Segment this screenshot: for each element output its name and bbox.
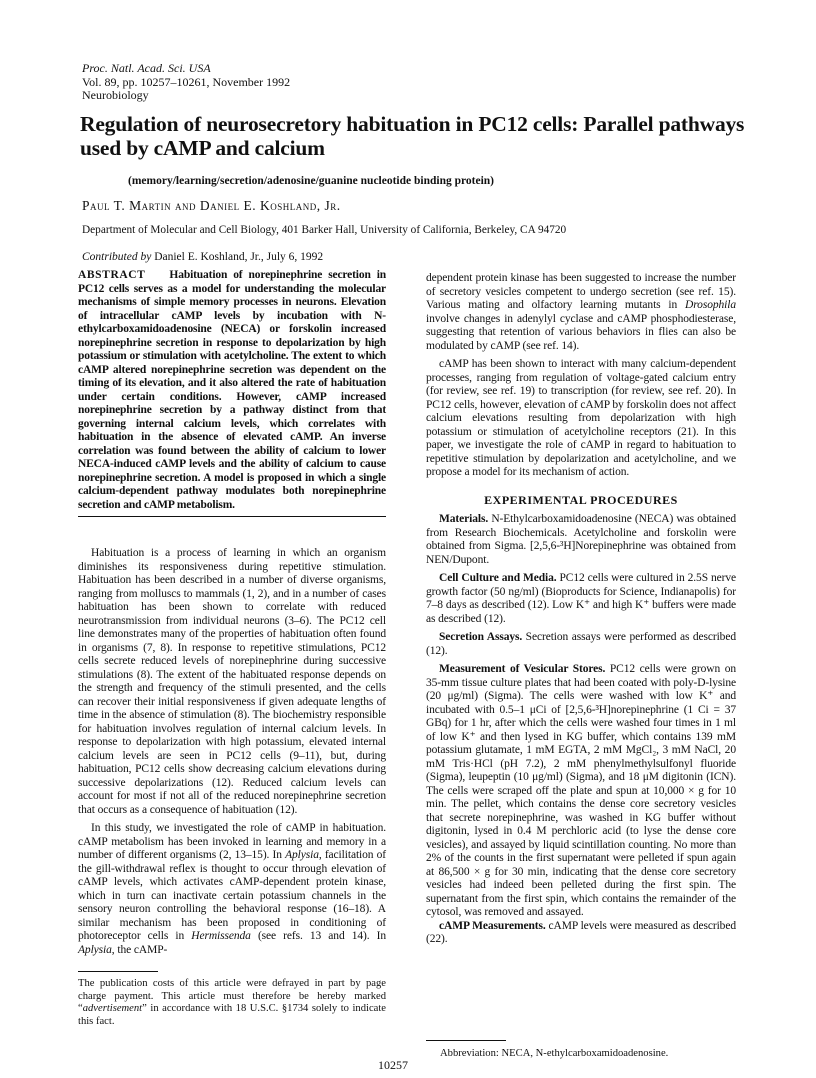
- page-number: 10257: [378, 1058, 408, 1072]
- section-name: Neurobiology: [82, 88, 149, 102]
- article-title: Regulation of neurosecretory habituation in PC12 cells: Parallel pathways used by cAMP and calcium: [80, 112, 745, 160]
- footnote-rule-left: [78, 971, 158, 972]
- intro-paragraph-3: cAMP has been shown to interact with many calcium-dependent processes, ranging from regulation of voltage-gated calcium entry (for review, see ref. 19) to transcription (for review, see ref. 20). In PC12 cells, however, elevation of cAMP by forskolin does not affect calcium elevations resulting from depolarization with high potassium or stimulation of acetylcholine receptors (21). In this paper, we investigate the role of cAMP in regard to habituation to repetitive stimulation by depolarization and acetylcholine, and we propose a model for its mechanism of action.: [426, 358, 736, 478]
- keywords: (memory/learning/secretion/adenosine/guanine nucleotide binding protein): [128, 175, 494, 187]
- volume-line: Vol. 89, pp. 10257–10261, November 1992: [82, 74, 291, 89]
- methods-heading: EXPERIMENTAL PROCEDURES: [484, 492, 678, 507]
- intro-paragraph-2-cont: dependent protein kinase has been suggested to increase the number of secretory vesicles competent to undergo secretion (see ref. 15). Various mating and olfactory learning mutants in Drosophila involve changes in adenylyl cyclase and cAMP phosphodiesterase, suggesting that retention of various behaviors in flies can also be modulated by cAMP (see ref. 14).: [426, 272, 736, 352]
- right-column: [426, 272, 736, 947]
- contributed-prefix: Contributed by: [82, 251, 152, 263]
- publication-costs-footnote: The publication costs of this article were defrayed in part by page charge payment. This article must therefore be hereby marked “advertisement” in accordance with 18 U.S.C. §1734 solely to indicate this fact.: [78, 978, 386, 1027]
- secretion-paragraph: Secretion Assays. Secretion assays were performed as described (12).: [426, 631, 736, 657]
- authors: Paul T. Martin and Daniel E. Koshland, Jr.: [82, 198, 341, 213]
- materials-paragraph: Materials. N-Ethylcarboxamidoadenosine (NECA) was obtained from Research Biochemicals. Acetylcholine and forskolin were obtained from Sigma. [2,5,6-³H]Norepinephrine was obtained from NEN/Dupont.: [426, 513, 736, 566]
- culture-paragraph: Cell Culture and Media. PC12 cells were cultured in 2.5S nerve growth factor (50 ng/ml) (Bioproducts for Science, Indianapolis) for 7–8 days as described (12). Low K⁺ and high K⁺ buffers were made as described (12).: [426, 572, 736, 625]
- footnote-rule-right: [426, 1040, 506, 1041]
- journal-header: [82, 62, 290, 103]
- camp-paragraph: cAMP Measurements. cAMP levels were measured as described (22).: [426, 919, 736, 945]
- contributed-name: Daniel E. Koshland, Jr., July 6, 1992: [154, 251, 324, 263]
- abstract-heading: ABSTRACT: [78, 269, 146, 281]
- vesicular-paragraph: Measurement of Vesicular Stores. PC12 cells were grown on 35-mm tissue culture plates that had been coated with poly-D-lysine (20 μg/ml) (Sigma). The cells were washed with low K⁺ and incubated with 0.5–1 μCi of [2,5,6-³H]norepinephrine (1 Ci = 37 GBq) for 1 hr, after which the cells were washed four times in 1 ml of low K⁺ and then lysed in KG buffer, which contains 139 mM potassium glutamate, 1 mM EGTA, 2 mM MgCl₂, 3 mM NaCl, 20 mM Tris·HCl (pH 7.2), 2 mM phenylmethylsulfonyl fluoride (Sigma), leupeptin (10 μg/ml) (Sigma), and 18 μM digitonin (ICN). The cells were scraped off the plate and spun at 10,000 × g for 10 min. The pellet, which contains the dense core secretory vesicles that secrete norepinephrine, was washed in KG buffer without digitonin, lysed in 0.4 M perchloric acid (to lyse the dense core vesicles), and assayed by liquid scintillation counting. No more than 2% of the counts in the first supernatant were pelleted if spun again at 86,500 × g for 30 min, indicating that the dense core secretory vesicles had indeed been pelleted during the first spin. The supernatant from the first spin, which contains the remainder of the cytosol, was removed and assayed.: [426, 663, 736, 918]
- abstract: [78, 269, 386, 517]
- journal-name: Proc. Natl. Acad. Sci. USA: [82, 61, 211, 75]
- abstract-text: Habituation of norepinephrine secretion in PC12 cells serves as a model for understanding the molecular mechanisms of simple memory processes in neurons. Elevation of intracellular cAMP levels by incubation with N-ethylcarboxamidoadenosine (NECA) or forskolin increased norepinephrine secretion in response to depolarization by high potassium or stimulation with acetylcholine. The extent to which cAMP altered norepinephrine secretion was dependent on the timing of its elevation, and it also altered the rate of habituation under certain conditions. However, cAMP increased norepinephrine secretion by a pathway distinct from that governing internal calcium levels, which correlates with habituation in the absence of elevated cAMP. An inverse correlation was found between the ability of calcium to lower NECA-induced cAMP levels and the ability of calcium to cause norepinephrine secretion. A model is proposed in which a single calcium-dependent pathway modulates both norepinephrine secretion and cAMP metabolism.: [78, 269, 386, 511]
- contributed-line: [82, 251, 323, 263]
- affiliation: Department of Molecular and Cell Biology, 401 Barker Hall, University of California, Berkeley, CA 94720: [82, 224, 567, 236]
- intro-paragraph-1: Habituation is a process of learning in which an organism diminishes its responsiveness during repetitive stimulation. Habituation has been described in a number of diverse organisms, ranging from molluscs to mammals (1, 2), and in a number of cases habituation has been shown to correlate with reduced neurotransmission from individual neurons (3–6). The PC12 cell line demonstrates many of the properties of habituation often found in organisms (7, 8). In response to repetitive stimulations, PC12 cells secrete reduced levels of norepinephrine during successive stimulations (8). The extent of the habituated response depends on the strength and frequency of the stimuli presented, and the cells can recover their initial responsiveness if given adequate lengths of time in the absence of stimulation (8). The biochemistry responsible for habituation involves regulation of internal calcium levels. In response to depolarization with high potassium, elevated internal calcium levels are seen in PC12 cells (9–11), but, during habituation, PC12 cells show decreasing calcium elevations during successive depolarizations (12). Reduced calcium levels can account for most if not all of the reduced norepinephrine secretion that occurs as a consequence of habituation (12).: [78, 547, 386, 816]
- left-column: [78, 547, 386, 957]
- abbreviation-footnote: Abbreviation: NECA, N-ethylcarboxamidoadenosine.: [440, 1048, 669, 1059]
- intro-paragraph-2: In this study, we investigated the role of cAMP in habituation. cAMP metabolism has been invoked in learning and memory in a number of different organisms (2, 13–15). In Aplysia, facilitation of the gill-withdrawal reflex is thought to occur through elevation of cAMP levels, which activates cAMP-dependent protein kinase, which in turn can inactivate certain potassium channels in the sensory neuron controlling the behavioral response (16–18). A similar mechanism has been proposed in conditioning of photoreceptor cells in Hermissenda (see refs. 13 and 14). In Aplysia, the cAMP-: [78, 822, 387, 956]
